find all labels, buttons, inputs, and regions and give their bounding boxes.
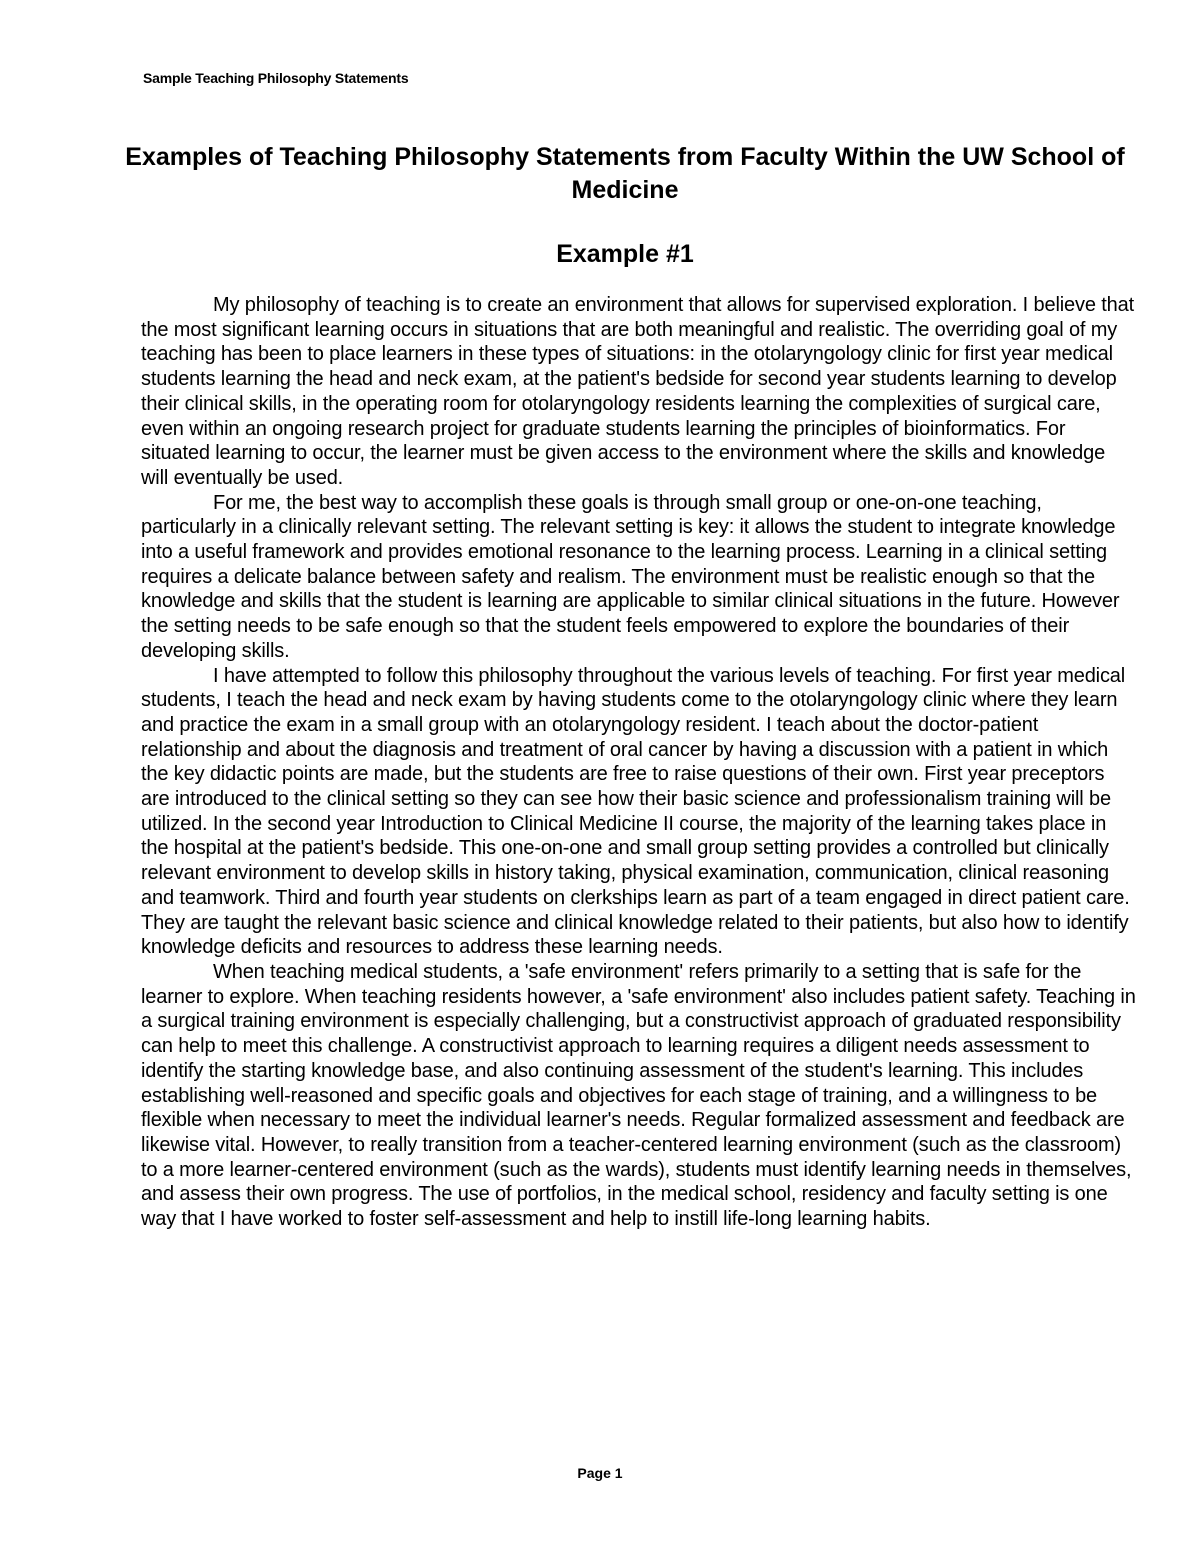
page-number: Page 1 [577,1465,623,1481]
paragraph-4: When teaching medical students, a 'safe environment' refers primarily to a setting that is safe for the learner to explore. When teaching residents however, a 'safe environment' also includes patient safety. Teaching in a surgical training environment is especially challenging, but a constructivist approach of graduated responsibility can help to meet this challenge. A constructivist approach to learning requires a diligent needs assessment to identify the starting knowledge base, and also continuing assessment of the student's learning. This includes establishing well-reasoned and specific goals and objectives for each stage of training, and a willingness to be flexible when necessary to meet the individual learner's needs. Regular formalized assessment and feedback are likewise vital. However, to really transition from a teacher-centered learning environment (such as the classroom) to a more learner-centered environment (such as the wards), students must identify learning needs in themselves, and assess their own progress. The use of portfolios, in the medical school, residency and faculty setting is one way that I have worked to foster self-assessment and help to instill life-long learning habits. [141,960,1136,1231]
running-header: Sample Teaching Philosophy Statements [143,70,409,86]
example-heading: Example #1 [556,240,694,268]
paragraph-3: I have attempted to follow this philosophy throughout the various levels of teaching. For first year medical students, I teach the head and neck exam by having students come to the otolaryngology clinic where they learn and practice the exam in a small group with an otolaryngology resident. I teach about the doctor-patient relationship and about the diagnosis and treatment of oral cancer by having a discussion with a patient in which the key didactic points are made, but the students are free to raise questions of their own. First year preceptors are introduced to the clinical setting so they can see how their basic science and professionalism training will be utilized. In the second year Introduction to Clinical Medicine II course, the majority of the learning takes place in the hospital at the patient's bedside. This one-on-one and small group setting provides a controlled but clinically relevant environment to develop skills in history taking, physical examination, communication, clinical reasoning and teamwork. Third and fourth year students on clerkships learn as part of a team engaged in direct patient care. They are taught the relevant basic science and clinical knowledge related to their patients, but also how to identify knowledge deficits and resources to address these learning needs. [141,664,1130,959]
document-title: Examples of Teaching Philosophy Statements from Faculty Within the UW School of Medicine [125,143,1125,204]
paragraph-1: My philosophy of teaching is to create an environment that allows for supervised exploration. I believe that the most significant learning occurs in situations that are both meaningful and realistic. The overriding goal of my teaching has been to place learners in these types of situations: in the otolaryngology clinic for first year medical students learning the head and neck exam, at the patient's bedside for second year students learning to develop their clinical skills, in the operating room for otolaryngology residents learning the complexities of surgical care, even within an ongoing research project for graduate students learning the principles of bioinformatics. For situated learning to occur, the learner must be given access to the environment where the skills and knowledge will eventually be used. [141,294,1134,489]
body-text [141,293,1136,1232]
paragraph-2: For me, the best way to accomplish these goals is through small group or one-on-one teaching, particularly in a clinically relevant setting. The relevant setting is key: it allows the student to integrate knowledge into a useful framework and provides emotional resonance to the learning process. Learning in a clinical setting requires a delicate balance between safety and realism. The environment must be realistic enough so that the knowledge and skills that the student is learning are applicable to similar clinical situations in the future. However the setting needs to be safe enough so that the student feels empowered to explore the boundaries of their developing skills. [141,491,1120,662]
